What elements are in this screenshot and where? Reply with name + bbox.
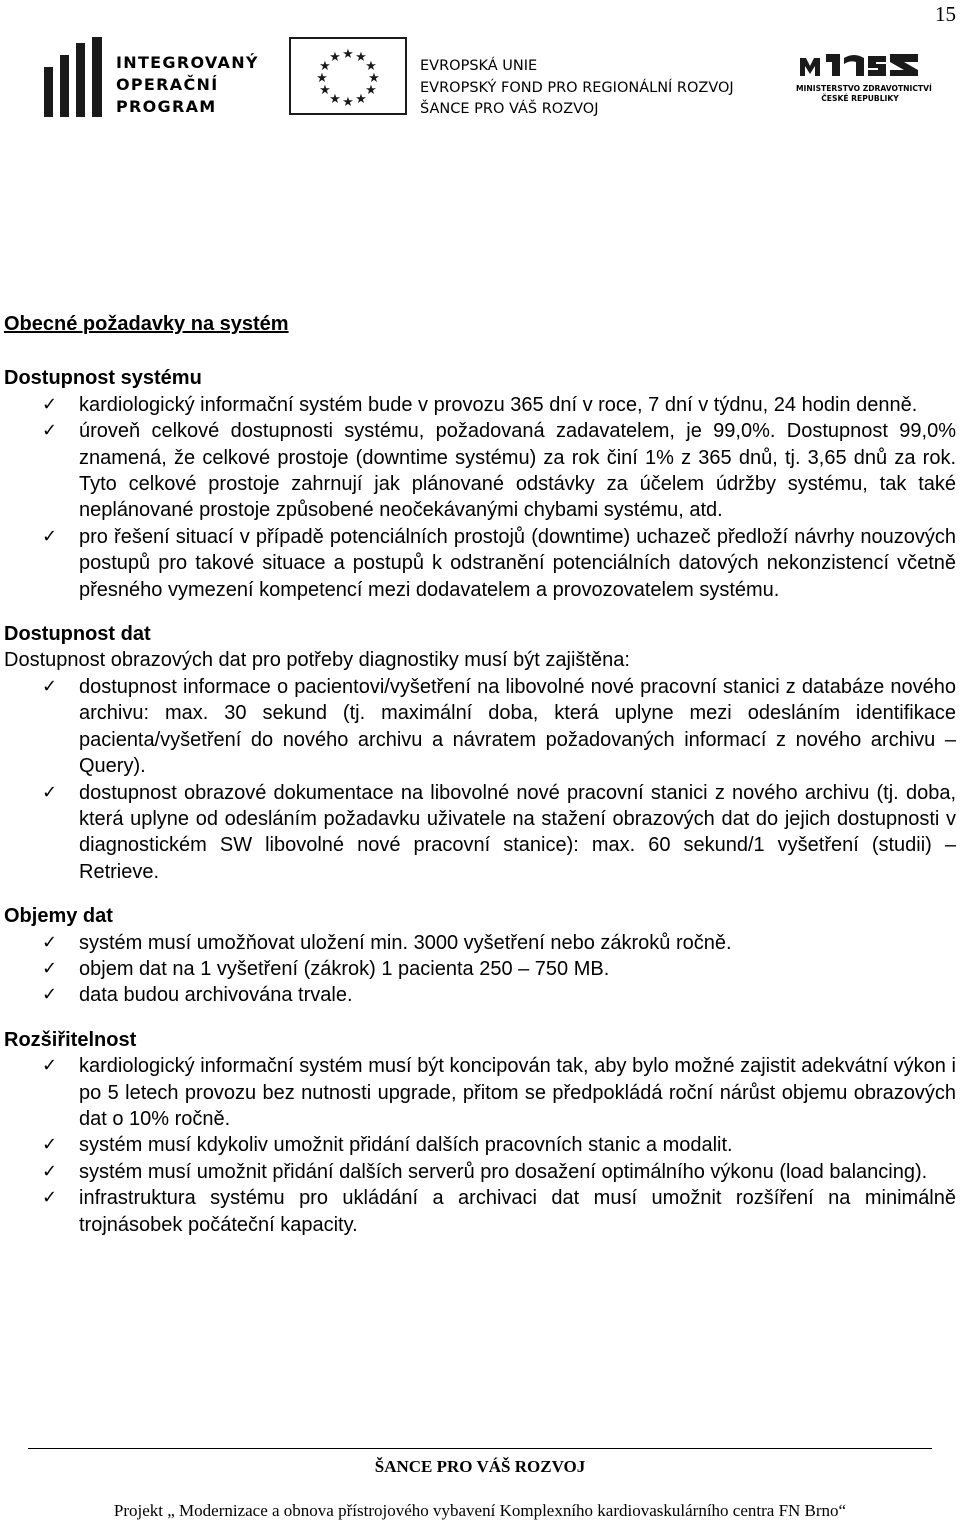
eu-line: EVROPSKÝ FOND PRO REGIONÁLNÍ ROZVOJ <box>420 79 734 96</box>
eu-line: ŠANCE PRO VÁŠ ROZVOJ <box>420 101 599 117</box>
checkmark-icon: ✓ <box>42 1187 58 1209</box>
list-item-text: dostupnost informace o pacientovi/vyšetření na libovolné nové pracovní stanici z databáze nového archivu: max. 30 sekund (tj. maximální doba, která uplyne mezi odesláním identifikace pacienta/vyšetření do nového archivu a návratem požadovaných informací z nového archivu – Query). <box>79 675 956 778</box>
list-item-text: dostupnost obrazové dokumentace na libovolné nové pracovní stanici z nového archivu (tj. doba, která uplyne od odesláním požadavku uživatele na stažení obrazových dat do jejich dostupnosti v diagnostickém SW libovolné nové pracovní stanice): max. 60 sekund/1 vyšetření (studii) – Retrieve. <box>79 781 956 883</box>
ministry-logo <box>796 48 932 104</box>
list-item <box>4 1185 956 1238</box>
list-item-text: objem dat na 1 vyšetření (zákrok) 1 pacienta 250 – 750 MB. <box>79 957 610 980</box>
svg-text:★: ★ <box>355 50 367 65</box>
section-system-availability <box>4 365 956 603</box>
checklist <box>4 930 956 1009</box>
eu-flag-icon <box>289 37 407 115</box>
list-item <box>4 392 956 418</box>
svg-text:★: ★ <box>365 59 377 74</box>
iop-line: OPERAČNÍ <box>116 75 219 94</box>
list-item <box>4 930 956 956</box>
ministry-line: ČESKÉ REPUBLIKY <box>821 94 899 103</box>
eu-logo-text <box>420 56 734 121</box>
iop-line: INTEGROVANÝ <box>116 53 259 72</box>
list-item <box>4 780 956 886</box>
checkmark-icon: ✓ <box>42 984 58 1006</box>
list-item-text: pro řešení situací v případě potenciálních prostojů (downtime) uchazeč předloží návrhy nouzových postupů pro takové situace a postupů k odstranění potenciálních datových nekonzistencí včetně přesného vymezení kompetencí mezi dodavatelem a provozovatelem systému. <box>79 525 956 601</box>
checkmark-icon: ✓ <box>42 525 58 547</box>
checkmark-icon: ✓ <box>42 931 58 953</box>
list-item <box>4 1132 956 1158</box>
list-item-text: data budou archivována trvale. <box>79 984 353 1007</box>
checkmark-icon: ✓ <box>42 420 58 442</box>
ministry-line: MINISTERSTVO ZDRAVOTNICTVÍ <box>796 84 932 93</box>
section-data-volumes <box>4 903 956 1009</box>
footer-slogan: ŠANCE PRO VÁŠ ROZVOJ <box>374 1457 586 1476</box>
checkmark-icon: ✓ <box>42 1160 58 1182</box>
svg-text:★: ★ <box>342 47 354 62</box>
list-item <box>4 1159 956 1185</box>
svg-text:★: ★ <box>368 71 380 86</box>
checkmark-icon: ✓ <box>42 957 58 979</box>
page-title: Obecné požadavky na systém <box>4 313 289 335</box>
checkmark-icon: ✓ <box>42 1134 58 1156</box>
footer-divider <box>28 1448 932 1449</box>
ministry-mark-icon <box>796 48 924 80</box>
list-item-text: infrastruktura systému pro ukládání a archivaci dat musí umožnit rozšíření na minimálně trojnásobek počáteční kapacity. <box>79 1187 956 1236</box>
checklist <box>4 674 956 885</box>
svg-text:★: ★ <box>355 92 367 107</box>
section-intro: Dostupnost obrazových dat pro potřeby diagnostiky musí být zajištěna: <box>4 649 630 672</box>
svg-text:★: ★ <box>319 59 331 74</box>
list-item-text: úroveň celkové dostupnosti systému, požadovaná zadavatelem, je 99,0%. Dostupnost 99,0% znamená, že celkové prostoje (downtime systému) za rok činí 1% z 365 dnů, tj. 3,65 dnů za rok. Tyto celkové prostoje zahrnují jak plánované odstávky za účelem údržby systému, tak také neplánované prostoje způsobené neočekávanými chybami systému, atd. <box>79 420 956 522</box>
section-heading: Objemy dat <box>4 905 113 928</box>
checkmark-icon: ✓ <box>42 393 58 415</box>
list-item-text: kardiologický informační systém bude v provozu 365 dní v roce, 7 dní v týdnu, 24 hodin denně. <box>79 393 918 416</box>
checkmark-icon: ✓ <box>42 781 58 803</box>
checkmark-icon: ✓ <box>42 675 58 697</box>
section-heading: Dostupnost systému <box>4 367 202 390</box>
svg-text:★: ★ <box>329 50 341 65</box>
section-data-availability <box>4 621 956 885</box>
list-item <box>4 956 956 982</box>
iop-logo-text <box>116 52 259 118</box>
list-item-text: systém musí umožňovat uložení min. 3000 vyšetření nebo zákroků ročně. <box>79 931 732 954</box>
document-body <box>4 311 956 1256</box>
list-item-text: systém musí kdykoliv umožnit přidání dalších pracovních stanic a modalit. <box>79 1134 733 1157</box>
iop-bars-icon <box>44 37 104 117</box>
svg-text:★: ★ <box>329 92 341 107</box>
svg-text:★: ★ <box>365 83 377 98</box>
svg-text:★: ★ <box>342 95 354 110</box>
page-number: 15 <box>935 2 956 26</box>
checklist <box>4 1053 956 1238</box>
list-item-text: kardiologický informační systém musí být koncipován tak, aby bylo možné zajistit adekvátní výkon i po 5 letech provozu bez nutnosti upgrade, přitom se předpokládá roční nárůst objemu obrazových dat o 10% ročně. <box>79 1055 956 1130</box>
checklist <box>4 392 956 603</box>
list-item <box>4 418 956 524</box>
list-item <box>4 524 956 603</box>
checkmark-icon: ✓ <box>42 1055 58 1077</box>
iop-line: PROGRAM <box>116 97 217 116</box>
list-item <box>4 982 956 1008</box>
svg-text:★: ★ <box>316 71 328 86</box>
footer-project: Projekt „ Modernizace a obnova přístrojového vybavení Komplexního kardiovaskulárního centra FN Brno“ <box>113 1501 847 1520</box>
eu-line: EVROPSKÁ UNIE <box>420 58 538 74</box>
ministry-logo-text <box>796 84 932 104</box>
list-item <box>4 1053 956 1132</box>
section-heading: Rozšiřitelnost <box>4 1028 137 1051</box>
section-scalability <box>4 1027 956 1238</box>
list-item <box>4 674 956 780</box>
section-heading: Dostupnost dat <box>4 623 151 646</box>
list-item-text: systém musí umožnit přidání dalších serverů pro dosažení optimálního výkonu (load balancing). <box>79 1160 928 1183</box>
svg-text:★: ★ <box>319 83 331 98</box>
